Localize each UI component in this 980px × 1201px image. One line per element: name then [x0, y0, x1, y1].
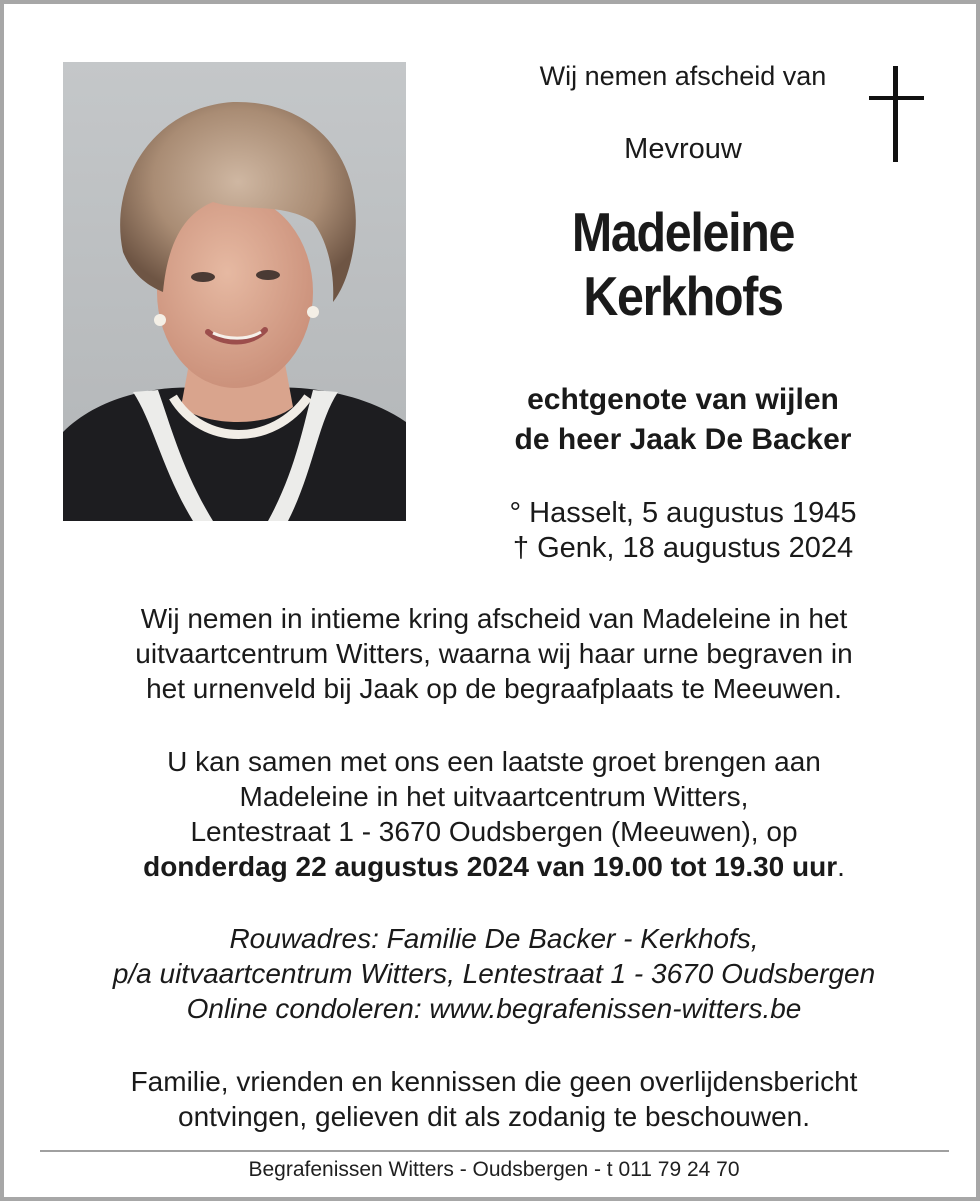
footer-contact: Begrafenissen Witters - Oudsbergen - t 011 79 24 70: [248, 1158, 740, 1181]
address-paragraph: [44, 921, 944, 1026]
farewell-paragraph: [44, 601, 944, 706]
closing-paragraph: [44, 1064, 944, 1134]
visitation-period: .: [837, 851, 845, 882]
honorific: Mevrouw: [624, 133, 742, 165]
visitation-time-line: [44, 849, 944, 884]
portrait-photo: [63, 62, 406, 521]
address-line: Rouwadres: Familie De Backer - Kerkhofs,: [229, 923, 759, 954]
portrait-illustration: [63, 62, 406, 521]
visitation-line: Madeleine in het uitvaartcentrum Witters,: [239, 781, 749, 812]
visitation-paragraph: [44, 744, 944, 884]
spouse-info: [446, 380, 920, 460]
spouse-line-1: echtgenote van wijlen: [527, 383, 839, 416]
life-dates: [446, 496, 920, 566]
death-date: † Genk, 18 augustus 2024: [512, 532, 854, 564]
address-line: p/a uitvaartcentrum Witters, Lentestraat 1 - 3670 Oudsbergen: [112, 958, 876, 989]
first-name: Madeleine: [571, 201, 795, 263]
spouse-line-2: de heer Jaak De Backer: [514, 423, 852, 456]
visitation-line: U kan samen met ons een laatste groet brengen aan: [167, 746, 821, 777]
farewell-line: Wij nemen in intieme kring afscheid van Madeleine in het: [140, 603, 848, 634]
last-name: Kerkhofs: [583, 265, 783, 327]
closing-line: Familie, vrienden en kennissen die geen overlijdensbericht: [130, 1066, 858, 1097]
visitation-line: Lentestraat 1 - 3670 Oudsbergen (Meeuwen), op: [190, 816, 798, 847]
intro-line: Wij nemen afscheid van: [539, 61, 827, 91]
footer-divider: [40, 1150, 949, 1152]
farewell-line: uitvaartcentrum Witters, waarna wij haar urne begraven in: [135, 638, 853, 669]
condolence-link[interactable]: Online condoleren: www.begrafenissen-witters.be: [186, 993, 802, 1024]
farewell-line: het urnenveld bij Jaak op de begraafplaats te Meeuwen.: [146, 673, 842, 704]
deceased-name: [474, 200, 891, 328]
birth-date: ° Hasselt, 5 augustus 1945: [509, 497, 857, 529]
visitation-time: donderdag 22 augustus 2024 van 19.00 tot 19.30 uur: [143, 851, 838, 882]
closing-line: ontvingen, gelieven dit als zodanig te beschouwen.: [178, 1101, 810, 1132]
